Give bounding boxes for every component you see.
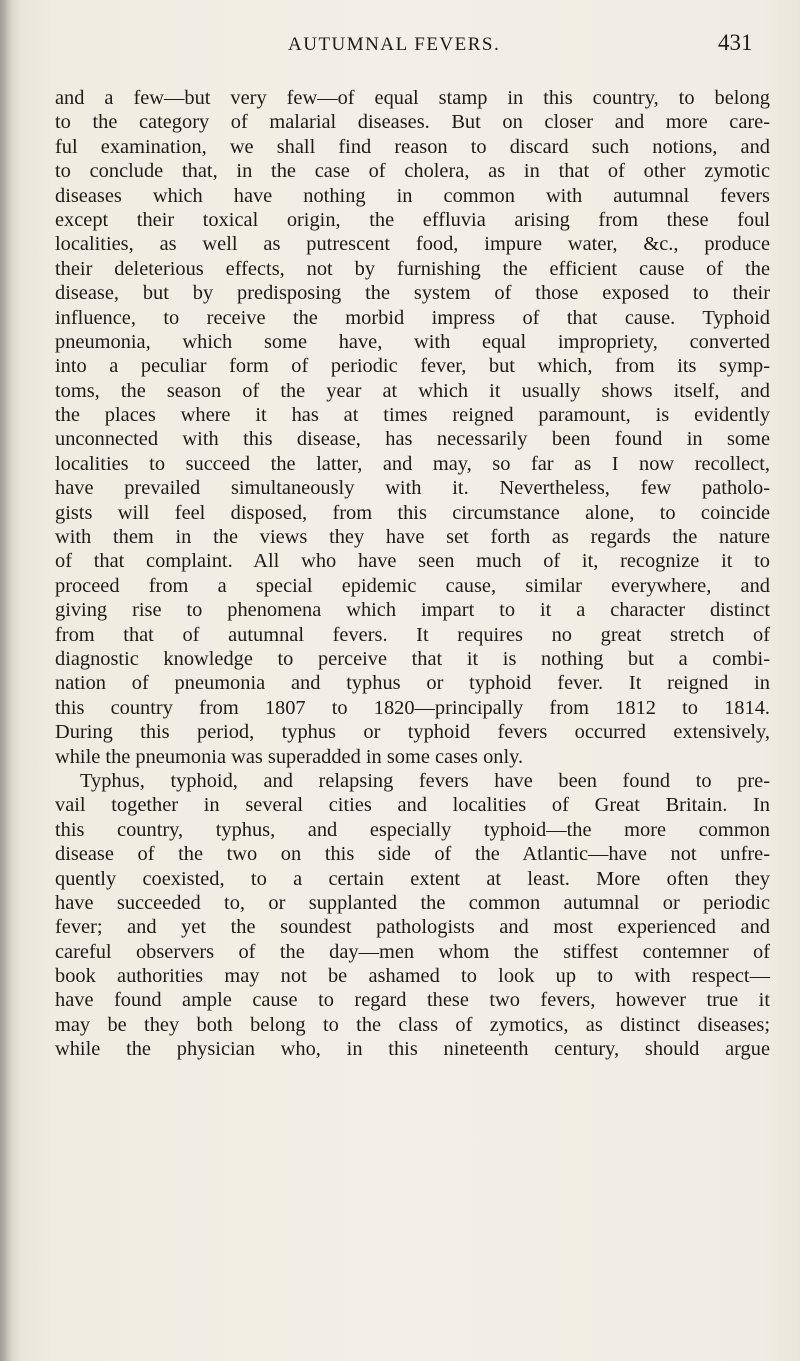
text-line: gists will feel disposed, from this circumstance alone, to coincide bbox=[55, 501, 770, 524]
text-line: careful observers of the day—men whom the stiffest contemner of bbox=[55, 940, 770, 963]
paragraph-end-line: while the pneumonia was superadded in some cases only. bbox=[55, 745, 524, 768]
running-head bbox=[0, 26, 800, 66]
text-line: nation of pneumonia and typhus or typhoid fever. It reigned in bbox=[55, 672, 770, 695]
text-line: to the category of malarial diseases. But on closer and more care- bbox=[55, 111, 770, 134]
page-gutter-shadow bbox=[0, 0, 12, 1361]
text-line: localities to succeed the latter, and may, so far as I now recollect, bbox=[55, 452, 770, 475]
text-line: and a few—but very few—of equal stamp in this country, to belong bbox=[55, 87, 770, 109]
text-line: this country from 1807 to 1820—principally from 1812 to 1814. bbox=[55, 696, 770, 719]
text-line: giving rise to phenomena which impart to it a character distinct bbox=[55, 599, 770, 622]
page-number: 431 bbox=[718, 30, 753, 55]
text-line: localities, as well as putrescent food, impure water, &c., produce bbox=[55, 233, 770, 256]
text-line: to conclude that, in the case of cholera, as in that of other zymotic bbox=[55, 160, 770, 183]
text-line: quently coexisted, to a certain extent at least. More often they bbox=[55, 867, 770, 890]
text-line: fever; and yet the soundest pathologists and most experienced and bbox=[55, 916, 770, 939]
text-line: have succeeded to, or supplanted the common autumnal or periodic bbox=[55, 891, 770, 914]
text-line: disease, but by predisposing the system of those exposed to their bbox=[55, 282, 770, 305]
text-line: with them in the views they have set forth as regards the nature bbox=[55, 526, 770, 549]
body-text bbox=[55, 86, 770, 1062]
text-line: have found ample cause to regard these two fevers, however true it bbox=[55, 989, 770, 1012]
text-line: unconnected with this disease, has necessarily been found in some bbox=[55, 428, 770, 451]
text-line: diseases which have nothing in common with autumnal fevers bbox=[55, 184, 770, 207]
text-line: diagnostic knowledge to perceive that it is nothing but a combi- bbox=[55, 647, 770, 670]
text-line: influence, to receive the morbid impress of that cause. Typhoid bbox=[55, 306, 770, 329]
text-line: proceed from a special epidemic cause, similar everywhere, and bbox=[55, 574, 770, 597]
text-line: the places where it has at times reigned paramount, is evidently bbox=[55, 404, 770, 427]
text-line: their deleterious effects, not by furnishing the efficient cause of the bbox=[55, 257, 770, 280]
text-line: have prevailed simultaneously with it. Nevertheless, few patholo- bbox=[55, 477, 770, 500]
text-line: vail together in several cities and localities of Great Britain. In bbox=[55, 794, 770, 817]
running-head-title: AUTUMNAL FEVERS. bbox=[288, 34, 501, 55]
text-line: from that of autumnal fevers. It requires no great stretch of bbox=[55, 623, 770, 646]
text-line: may be they both belong to the class of zymotics, as distinct diseases; bbox=[55, 1013, 770, 1036]
text-line: book authorities may not be ashamed to look up to with respect— bbox=[55, 965, 770, 988]
text-line: while the physician who, in this nineteenth century, should argue bbox=[55, 1038, 770, 1061]
text-line: During this period, typhus or typhoid fevers occurred extensively, bbox=[55, 721, 770, 744]
text-line: of that complaint. All who have seen much of it, recognize it to bbox=[55, 550, 770, 573]
text-line: ful examination, we shall find reason to discard such notions, and bbox=[55, 135, 770, 158]
text-line: disease of the two on this side of the Atlantic—have not unfre- bbox=[55, 843, 770, 866]
paragraph-start-line: Typhus, typhoid, and relapsing fevers have been found to pre- bbox=[80, 769, 770, 792]
text-line: toms, the season of the year at which it usually shows itself, and bbox=[55, 379, 770, 402]
text-line: into a peculiar form of periodic fever, but which, from its symp- bbox=[55, 355, 770, 378]
text-line: pneumonia, which some have, with equal impropriety, converted bbox=[55, 330, 770, 353]
text-line: this country, typhus, and especially typhoid—the more common bbox=[55, 818, 770, 841]
text-line: except their toxical origin, the effluvia arising from these foul bbox=[55, 208, 770, 231]
